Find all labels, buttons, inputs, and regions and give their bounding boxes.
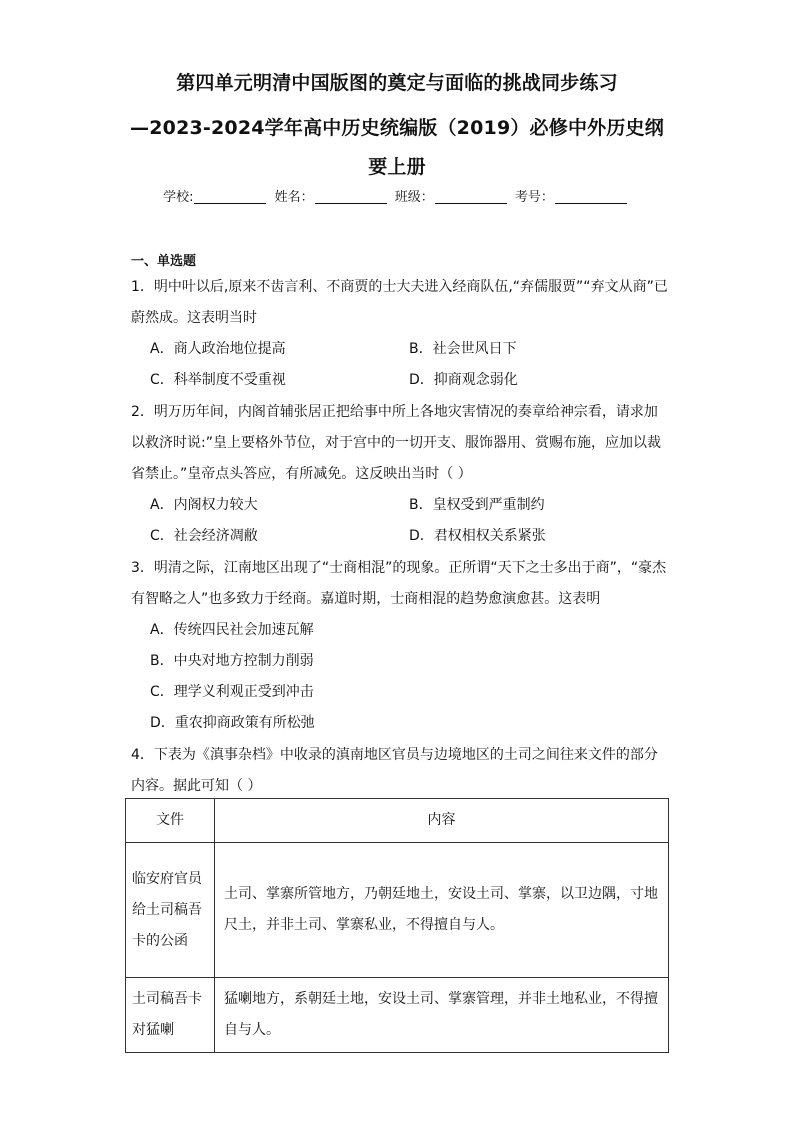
question-4-stem-line-2: 内容。据此可知（ ） (131, 778, 262, 794)
question-2-option-c[interactable]: C．社会经济凋敝 (150, 528, 258, 544)
table-header-file: 文件 (126, 799, 215, 843)
document-title-line-2: —2023-2024学年高中历史统编版（2019）必修中外历史纲 (130, 117, 664, 139)
question-4-stem-line-1: 4．下表为《滇事杂档》中收录的滇南地区官员与边境地区的土司之间往来文件的部分 (131, 747, 658, 763)
question-2-option-b[interactable]: B．皇权受到严重制约 (409, 497, 545, 513)
question-2-option-d[interactable]: D．君权相权关系紧张 (409, 528, 546, 544)
question-3-option-b[interactable]: B．中央对地方控制力削弱 (150, 653, 314, 669)
question-3-option-c[interactable]: C．理学义利观正受到冲击 (150, 684, 314, 700)
name-label: 姓名： (274, 190, 314, 205)
table-row (126, 978, 669, 1053)
question-2-stem-line-1: 2．明万历年间，内阁首辅张居正把给事中所上各地灾害情况的奏章给神宗看，请求加 (131, 404, 658, 420)
school-blank[interactable] (194, 189, 266, 204)
question-3-stem-line-1: 3．明清之际，江南地区出现了“士商相混”的现象。正所谓“天下之士多出于商”，“豪杰 (131, 560, 667, 576)
question-2-option-a[interactable]: A．内阁权力较大 (150, 497, 258, 513)
table-cell-file: 土司稿吾卡对猛喇 (126, 978, 215, 1053)
student-info-row (0, 186, 794, 205)
table-row (126, 843, 669, 978)
question-1-option-a[interactable]: A．商人政治地位提高 (150, 341, 286, 357)
question-1-stem-line-2: 蔚然成。这表明当时 (131, 310, 257, 326)
exam-number-label: 考号： (514, 190, 554, 205)
table-header-content: 内容 (215, 799, 669, 843)
exam-number-blank[interactable] (555, 189, 627, 204)
question-3-option-a[interactable]: A．传统四民社会加速瓦解 (150, 622, 314, 638)
question-1-option-d[interactable]: D．抑商观念弱化 (409, 372, 518, 388)
section-title: 一、单选题 (131, 254, 197, 269)
class-blank[interactable] (435, 189, 507, 204)
question-2-stem-line-3: 省禁止。”皇帝点头答应，有所减免。这反映出当时（ ） (131, 466, 472, 482)
school-label: 学校: (163, 190, 194, 205)
class-label: 班级： (394, 190, 434, 205)
question-2-stem-line-2: 以救济时说:”皇上要格外节位，对于宫中的一切开支、服饰器用、赏赐布施，应加以裁 (131, 435, 661, 451)
table-cell-file: 临安府官员给土司稿吾卡的公函 (126, 843, 215, 978)
document-title-line-3: 要上册 (368, 156, 426, 178)
name-blank[interactable] (315, 189, 387, 204)
table-cell-content: 猛喇地方，系朝廷土地，安设土司、掌寨管理，并非土地私业，不得擅自与人。 (215, 978, 669, 1053)
question-1-option-c[interactable]: C．科举制度不受重视 (150, 372, 286, 388)
table-cell-content: 土司、掌寨所管地方，乃朝廷地土，安设土司、掌寨，以卫边隅，寸地尺土，并非土司、掌寨私业，不得擅自与人。 (215, 843, 669, 978)
question-1-option-b[interactable]: B．社会世风日下 (409, 341, 517, 357)
question-3-stem-line-2: 有智略之人”也多致力于经商。嘉道时期，士商相混的趋势愈演愈甚。这表明 (131, 591, 601, 607)
question-3-option-d[interactable]: D．重农抑商政策有所松弛 (150, 715, 315, 731)
question-1-stem-line-1: 1．明中叶以后,原来不齿言利、不商贾的士大夫进入经商队伍,“弃儒服贾”“弃文从商”已 (131, 279, 668, 295)
documents-table (125, 798, 669, 1053)
document-title-line-1: 第四单元明清中国版图的奠定与面临的挑战同步练习 (176, 72, 618, 94)
table-header-row (126, 799, 669, 843)
